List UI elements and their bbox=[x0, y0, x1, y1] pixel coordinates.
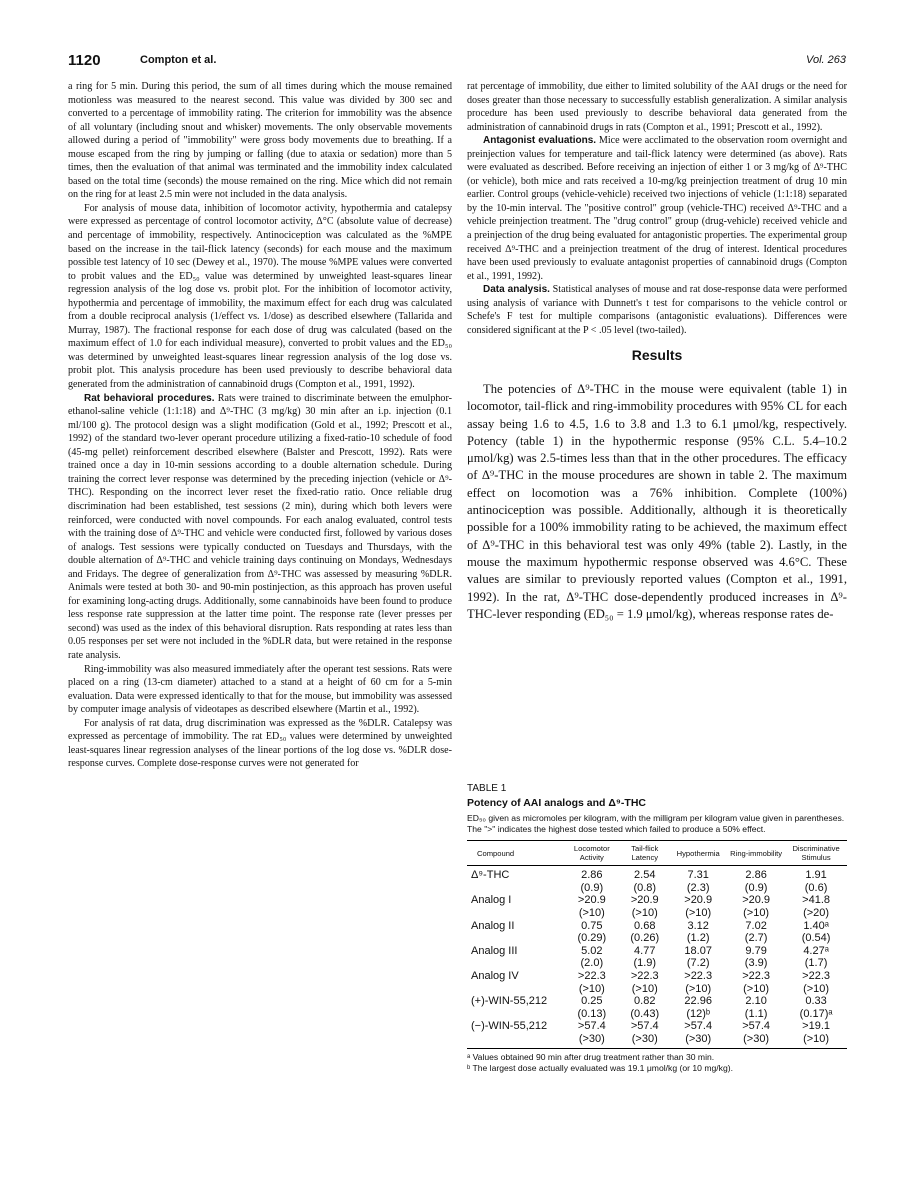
table-footnote: ᵇ The largest dose actually evaluated was 19.1 μmol/kg (or 10 mg/kg). bbox=[467, 1062, 733, 1073]
table-cell: >22.3 bbox=[630, 969, 659, 982]
table-cell: >22.3 bbox=[742, 969, 771, 982]
compound-name: Analog I bbox=[471, 894, 512, 907]
table-row bbox=[467, 995, 847, 1008]
paragraph: For analysis of rat data, drug discrimination was expressed as the %DLR. Catalepsy was expressed as percentage of immobility. The rat ED₅₀ values were determined by unweighted least-squares linear regression analyses of the linear portions of the log dose vs. %DLR dose-response curves. Complete dose-response curves were not generated for bbox=[68, 717, 452, 770]
table-cell: >20.9 bbox=[684, 894, 713, 907]
table-1 bbox=[467, 783, 847, 1074]
table-cell: (1.1) bbox=[744, 1007, 768, 1020]
section-heading: Data analysis. bbox=[483, 284, 550, 296]
section-heading: Rat behavioral procedures. bbox=[84, 392, 215, 404]
table-cell: (0.13) bbox=[577, 1007, 607, 1020]
table-cell: (>20) bbox=[803, 906, 830, 919]
table-footnote: ᵃ Values obtained 90 min after drug treatment rather than 30 min. bbox=[467, 1051, 715, 1062]
table-row bbox=[467, 920, 847, 933]
table-title: Potency of AAI analogs and Δ⁹-THC bbox=[467, 797, 646, 809]
table-cell: 2.86 bbox=[581, 869, 603, 882]
table-cell: (>10) bbox=[743, 982, 770, 995]
table-row bbox=[467, 970, 847, 983]
table-row bbox=[467, 894, 847, 907]
column-header: Locomotor Activity bbox=[563, 841, 620, 866]
table-cell: (2.7) bbox=[744, 932, 768, 945]
table-row bbox=[467, 957, 847, 970]
table-cell: >57.4 bbox=[742, 1020, 771, 1033]
table-row bbox=[467, 1020, 847, 1033]
column-header: Tail-flick Latency bbox=[620, 841, 669, 866]
table-cell: 1.91 bbox=[805, 869, 827, 882]
right-column bbox=[467, 80, 847, 623]
table-cell: (0.17)ᵃ bbox=[799, 1007, 833, 1020]
table-cell: 7.31 bbox=[687, 869, 709, 882]
table-cell: 7.02 bbox=[745, 919, 767, 932]
table-cell: (0.26) bbox=[630, 932, 660, 945]
column-header: Ring-immobility bbox=[727, 841, 785, 866]
table-row bbox=[467, 1033, 847, 1048]
page-header bbox=[68, 52, 846, 72]
table-cell: >22.3 bbox=[684, 969, 713, 982]
table-cell: (>30) bbox=[727, 1033, 785, 1048]
table-cell: >41.8 bbox=[802, 894, 830, 907]
table-label: TABLE 1 bbox=[467, 783, 507, 794]
table-cell: 2.86 bbox=[745, 869, 767, 882]
left-column bbox=[68, 80, 452, 771]
table-cell: 0.75 bbox=[581, 919, 603, 932]
table-cell: (>10) bbox=[685, 906, 712, 919]
table-cell: (>10) bbox=[631, 906, 658, 919]
table-cell: (>10) bbox=[803, 982, 830, 995]
table-cell: (>10) bbox=[631, 982, 658, 995]
table-cell: (>30) bbox=[620, 1033, 669, 1048]
paragraph bbox=[467, 134, 847, 283]
table-cell: >20.9 bbox=[577, 894, 606, 907]
table-header-row bbox=[467, 841, 847, 866]
table-cell: (1.9) bbox=[633, 957, 657, 970]
paragraph-text: Rats were trained to discriminate between the emulphor-ethanol-saline vehicle (1:1:18) and Δ⁹-THC (3 mg/kg) 30 min after an i.p. injection (0.1 ml/100 g). The protocol design was a slight modification (Gold et al., 1992; Prescott et al., 1992) of the standard two-lever operant procedure utilizing a fixed-ratio-10 schedule of food (45-mg pellet) reinforcement described elsewhere (Balster and Prescott, 1992). Rats were trained once a day in 10-min sessions according to a double alternation schedule. During training the correct lever response was determined by the preceding injection (vehicle or Δ⁹-THC). Responding on the incorrect lever reset the fixed-ratio ratio. Once reliable drug discrimination had been established, test sessions (2 min), during which both levers were reinforced, were conducted with novel compounds. For each analog evaluated, control tests with the training dose of Δ⁹-THC and vehicle were conducted first, followed by various doses of analogs. Test sessions were typically conducted on Tuesdays and Thursdays, with the double alternation of Δ⁹-THC and vehicle training days continuing on Mondays, Wednesdays and Fridays. The degree of generalization from Δ⁹-THC was assessed by measuring %DLR. Animals were tested at both 30- and 90-min postinjection, as this approach has proven useful for examining long-acting drugs. Additionally, some cannabinoids have been found to produce less response rate suppression at the latter time point. The response rate (lever presses per second) was used as the index of this behavioral disruption. Rats responding at rates less than 0.05 responses per set were not included in the %DLR data, but were retained in the response rate analysis. bbox=[68, 392, 452, 661]
table-cell: (2.0) bbox=[580, 957, 604, 970]
paragraph-text: Mice were acclimated to the observation room overnight and preinjection values for temperature and tail-flick latency were determined (as above). Rats were evaluated as described. Before receiving an injection of either 1 or 3 mg/kg of Δ⁹-THC (or vehicle), both mice and rats received a 10-mg/kg preinjection treatment of drug 10 min earlier. Control groups (vehicle-vehicle) received two injections of vehicle (1:1:18) separated by the 10-min interval. The "positive control" group (vehicle-THC) received Δ⁹-THC and a vehicle preinjection treatment. The "drug control" group (drug-vehicle) received vehicle and a preinjection of the drug being evaluated for antagonistic properties. The experimental group received Δ⁹-THC and a preinjection treatment of the drug of interest. Identical procedures have been used previously to evaluate antagonist properties of cannabinoid drugs (Compton et al., 1991, 1992). bbox=[467, 135, 847, 282]
table-cell: (>10) bbox=[578, 906, 605, 919]
table-cell: >20.9 bbox=[630, 894, 659, 907]
table-cell: >57.4 bbox=[577, 1020, 606, 1033]
table-cell: >19.1 bbox=[802, 1020, 830, 1033]
column-header: Hypothermia bbox=[669, 841, 727, 866]
table-cell: (2.3) bbox=[686, 881, 710, 894]
column-header: Discriminative Stimulus bbox=[785, 841, 847, 866]
potency-table bbox=[467, 840, 847, 1048]
page-number: 1120 bbox=[68, 52, 101, 69]
table-cell: (0.29) bbox=[577, 932, 607, 945]
compound-name: Δ⁹-THC bbox=[471, 869, 510, 882]
table-cell: (>10) bbox=[743, 906, 770, 919]
table-cell: (0.8) bbox=[633, 881, 657, 894]
table-cell: (>10) bbox=[785, 1033, 847, 1048]
results-heading: Results bbox=[631, 347, 683, 364]
table-cell: 0.25 bbox=[581, 995, 603, 1008]
table-cell: (0.6) bbox=[804, 881, 828, 894]
table-cell: (0.43) bbox=[630, 1007, 660, 1020]
table-caption: ED₅₀ given as micromoles per kilogram, with the milligram per kilogram value given in parentheses. The ">" indicates the highest dose tested which failed to produce a 50% effect. bbox=[467, 813, 845, 834]
table-row bbox=[467, 945, 847, 958]
paragraph: a ring for 5 min. During this period, the sum of all times during which the mouse remained motionless was measured to the nearest second. This value was divided by 300 sec and converted to a percentage of immobility rating. The criterion for immobility was the absence of all voluntary (including snout and whisker) movements. The only observable movements allowed during a period of "immobility" were gross body movements due to breathing. If a mouse escaped from the ring by jumping or falling (due to ataxia or sedation) more than 5 times, then the evaluation of that animal was terminated and the immobility index calculated based on the total time (seconds) the mouse remained on the ring. Mice which did not remain on the ring for at least 2.5 min were not included in the data analysis. bbox=[68, 81, 452, 201]
table-cell: (7.2) bbox=[686, 957, 710, 970]
table-cell: (1.2) bbox=[686, 932, 710, 945]
paragraph bbox=[467, 283, 847, 337]
table-row bbox=[467, 983, 847, 996]
paragraph: rat percentage of immobility, due either to limited solubility of the AAI drugs or the need for doses greater than those necessary to successfully establish generalization. A similar analysis procedure has been used previously to describe behavioral data generated from the administration of cannabinoid drugs in rats (Compton et al., 1991; Prescott et al., 1992). bbox=[467, 81, 847, 133]
table-row bbox=[467, 1008, 847, 1021]
section-heading: Antagonist evaluations. bbox=[483, 135, 597, 147]
table-cell: >22.3 bbox=[577, 969, 606, 982]
table-cell: (0.9) bbox=[580, 881, 604, 894]
paragraph: For analysis of mouse data, inhibition of locomotor activity, hypothermia and catalepsy were expressed as percentage of control locomotor activity, Δ°C (absolute value of decrease) and percentage of immobility, respectively. Antinociception was calculated as the %MPE based on the increase in the tail-flick latency (seconds) for each mouse and the maximum possible test latency of 10 sec (Dewey et al., 1970). The mouse %MPE values were converted to probit values and the ED₅₀ value was determined by unweighted least-squares linear regression analysis of the log dose vs. probit plot. For the inhibition of locomotor activity, hypothermia and percentage of immobility, the maximum effect for each drug was calculated from a double reciprocal analysis (1/effect vs. 1/dose) as described elsewhere (Tallarida and Murray, 1987). The fractional response for each dose of drug was calculated (based on the maximum effect of 1.0 for each individual measure), converted to probit values and the ED₅₀ was determined by unweighted least-squares linear regression analysis of the log dose vs. probit plot. This analysis procedure has been used previously to describe behavioral data generated from the administration of cannabinoid drugs (Compton et al., 1991, 1992). bbox=[68, 202, 452, 391]
table-cell: (0.54) bbox=[801, 932, 831, 945]
table-cell: >22.3 bbox=[802, 969, 830, 982]
table-cell: 1.40ᵃ bbox=[803, 919, 829, 932]
table-cell: (1.7) bbox=[804, 957, 828, 970]
table-cell: 0.82 bbox=[634, 995, 656, 1008]
table-cell: >57.4 bbox=[684, 1020, 713, 1033]
column-header: Compound bbox=[467, 841, 563, 866]
results-paragraph: The potencies of Δ⁹-THC in the mouse were equivalent (table 1) in locomotor, tail-flick and ring-immobility procedures with 95% CL for each assay being 1.6 to 4.5, 1.6 to 3.8 and 1.3 to 6.1 μmol/kg, respectively. Potency (table 1) in the hypothermic response (95% C.L. 5.4–10.2 μmol/kg) was 2.5-times less than that in the other procedures. The efficacy of Δ⁹-THC in the mouse procedures are shown in table 2. The maximum effect on locomotion was a 76% inhibition. Complete (100%) antinociception was possible. Additionally, although it is theoretically possible for a 100% immobility rating to be achieved, the maximum effect of Δ⁹-THC in this behavioral test was only 49% (table 2). Lastly, in the mouse the maximum hypothermic response observed was 4.6°C. These values are similar to previously reported values (Compton et al., 1991, 1992). In the rat, Δ⁹-THC dose-dependently produced increases in Δ⁹-THC-lever responding (ED₅₀ = 1.9 μmol/kg), whereas response rates de- bbox=[467, 381, 847, 621]
compound-name: (+)-WIN-55,212 bbox=[471, 995, 548, 1008]
table-cell: (12)ᵇ bbox=[686, 1007, 711, 1020]
table-cell: >20.9 bbox=[742, 894, 771, 907]
table-cell: 0.33 bbox=[805, 995, 827, 1008]
table-cell: 0.68 bbox=[634, 919, 656, 932]
volume-label: Vol. 263 bbox=[806, 54, 846, 66]
table-row bbox=[467, 882, 847, 895]
table-cell: (>30) bbox=[563, 1033, 620, 1048]
table-row bbox=[467, 932, 847, 945]
table-cell: (>10) bbox=[685, 982, 712, 995]
table-cell: 22.96 bbox=[684, 995, 712, 1008]
compound-name: Analog II bbox=[471, 919, 515, 932]
table-cell: 9.79 bbox=[745, 944, 767, 957]
table-cell: 4.27ᵃ bbox=[803, 944, 829, 957]
table-row bbox=[467, 907, 847, 920]
table-cell: 4.77 bbox=[634, 944, 656, 957]
table-cell: 18.07 bbox=[684, 944, 712, 957]
table-row bbox=[467, 866, 847, 882]
table-cell: (3.9) bbox=[744, 957, 768, 970]
table-cell: 5.02 bbox=[581, 944, 603, 957]
paragraph-text: Statistical analyses of mouse and rat dose-response data were performed using analysis of variance with Dunnett's t test for comparisons to the vehicle control or Schefe's F test for multiple comparisons (antagonistic evaluations). Differences were considered significant at the P < .05 level (two-tailed). bbox=[467, 284, 847, 336]
table-cell: 2.10 bbox=[745, 995, 767, 1008]
compound-name: (−)-WIN-55,212 bbox=[471, 1020, 548, 1033]
table-cell: (>30) bbox=[669, 1033, 727, 1048]
table-cell: 3.12 bbox=[687, 919, 709, 932]
paragraph: Ring-immobility was also measured immediately after the operant test sessions. Rats were placed on a ring (13-cm diameter) attached to a stand at a height of 60 cm for a 5-min evaluation. Data were expressed identically to that for the mouse, but immobility was assessed by computer image analysis of videotapes as described elsewhere (Martin et al., 1992). bbox=[68, 663, 452, 716]
table-cell: 2.54 bbox=[634, 869, 656, 882]
table-cell: >57.4 bbox=[630, 1020, 659, 1033]
paragraph bbox=[68, 392, 452, 663]
table-cell: (0.9) bbox=[744, 881, 768, 894]
table-cell: (>10) bbox=[578, 982, 605, 995]
compound-name: Analog IV bbox=[471, 969, 519, 982]
running-head: Compton et al. bbox=[140, 54, 217, 66]
compound-name: Analog III bbox=[471, 944, 518, 957]
